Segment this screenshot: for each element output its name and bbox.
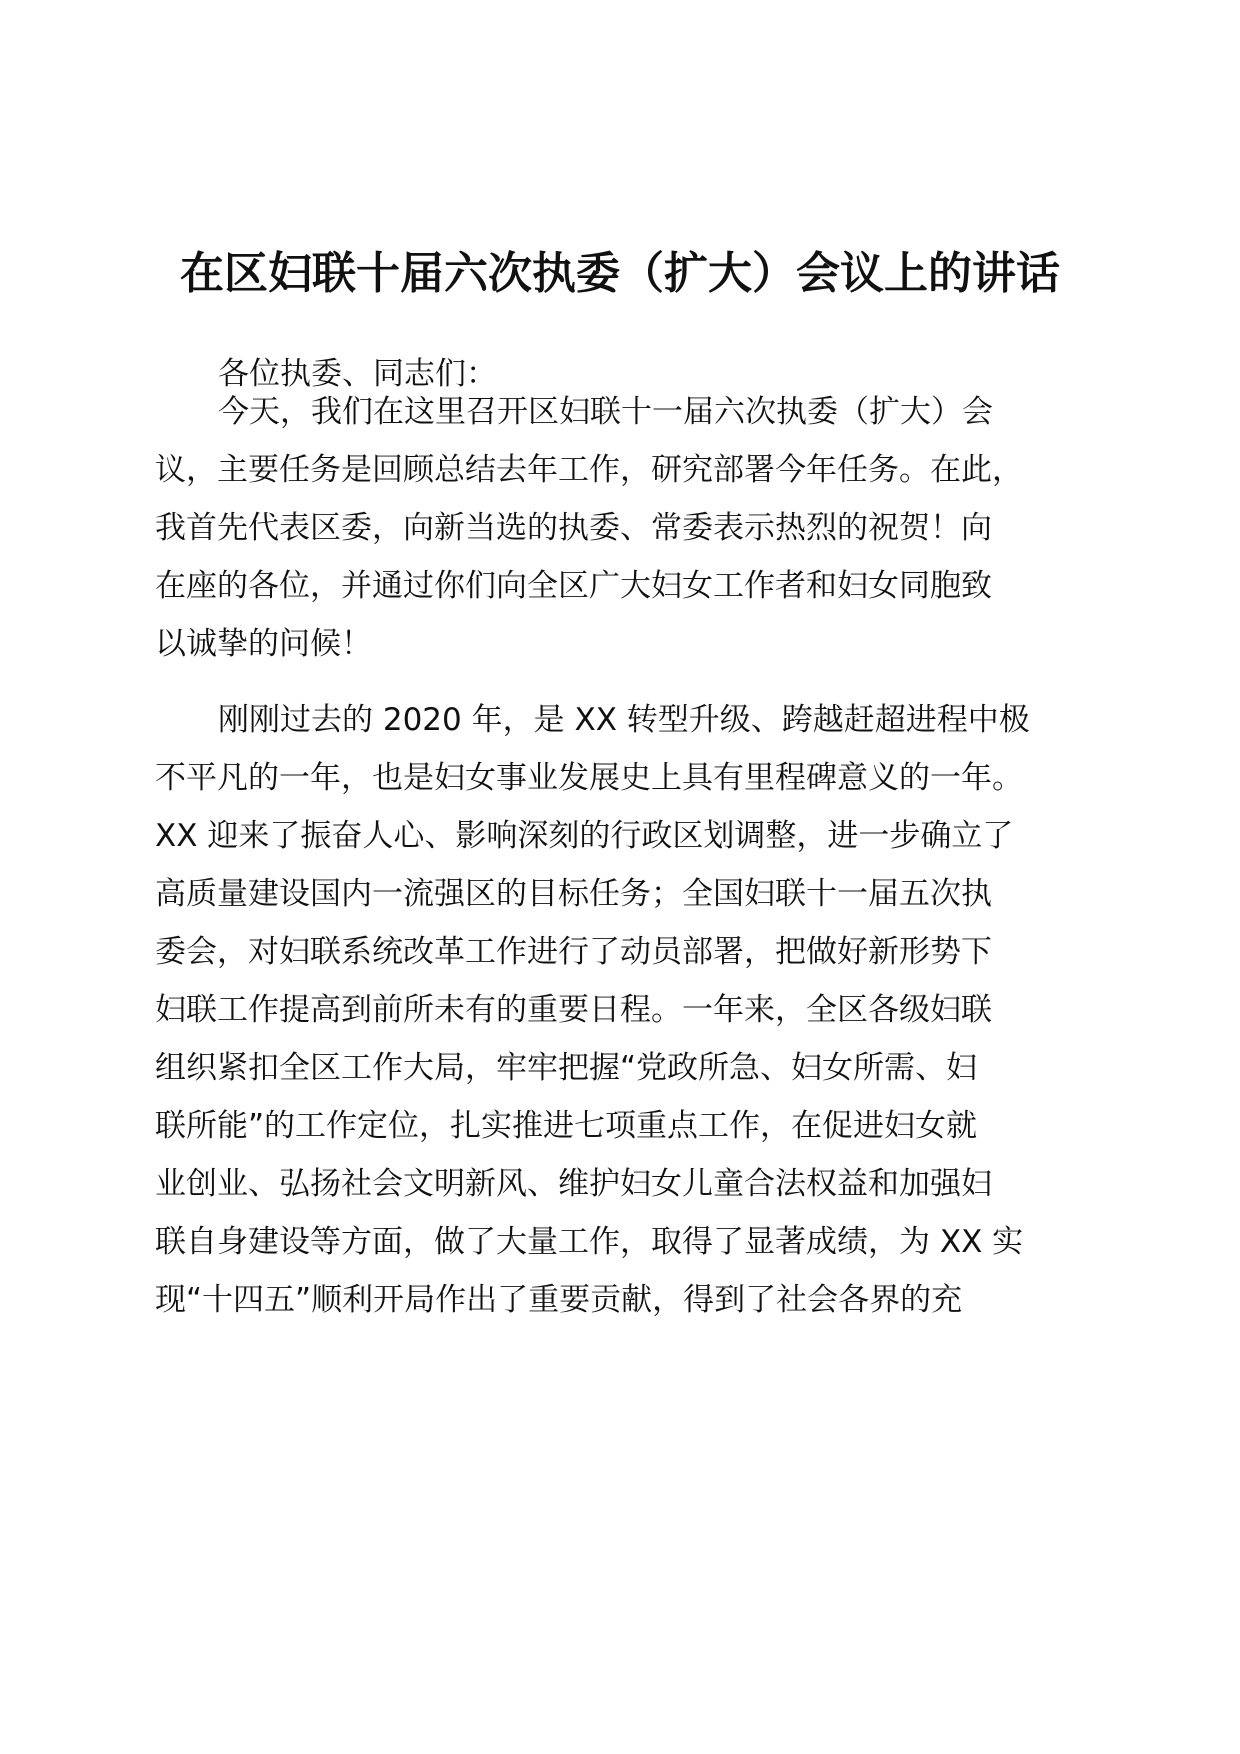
paragraph-2-line: 委会，对妇联系统改革工作进行了动员部署，把做好新形势下 [155, 934, 992, 970]
paragraph-2-line: 组织紧扣全区工作大局，牢牢把握“党政所急、妇女所需、妇 [155, 1050, 978, 1086]
paragraph-2-line: 刚刚过去的 2020 年，是 XX 转型升级、跨越赶超进程中极 [218, 702, 1030, 738]
paragraph-2-line: 高质量建设国内一流强区的目标任务；全国妇联十一届五次执 [155, 876, 992, 912]
paragraph-1-line: 在座的各位，并通过你们向全区广大妇女工作者和妇女同胞致 [155, 568, 992, 604]
paragraph-1-line: 我首先代表区委，向新当选的执委、常委表示热烈的祝贺！向 [155, 510, 992, 546]
paragraph-2-line: 妇联工作提高到前所未有的重要日程。一年来，全区各级妇联 [155, 992, 992, 1028]
paragraph-1-line: 以诚挚的问候！ [155, 626, 372, 662]
paragraph-1-line: 今天，我们在这里召开区妇联十一届六次执委（扩大）会 [218, 394, 993, 430]
paragraph-2-line: 业创业、弘扬社会文明新风、维护妇女儿童合法权益和加强妇 [155, 1166, 992, 1202]
paragraph-2-line: XX 迎来了振奋人心、影响深刻的行政区划调整，进一步确立了 [155, 818, 1014, 854]
paragraph-2-line: 不平凡的一年，也是妇女事业发展史上具有里程碑意义的一年。 [155, 760, 1023, 796]
paragraph-2-line: 现“十四五”顺利开局作出了重要贡献，得到了社会各界的充 [155, 1282, 963, 1318]
salutation: 各位执委、同志们： [218, 356, 497, 392]
paragraph-2-line: 联所能”的工作定位，扎实推进七项重点工作，在促进妇女就 [155, 1108, 978, 1144]
paragraph-2-line: 联自身建设等方面，做了大量工作，取得了显著成绩，为 XX 实 [155, 1224, 1024, 1260]
document-title: 在区妇联十届六次执委（扩大）会议上的讲话 [180, 248, 1060, 299]
paragraph-1-line: 议，主要任务是回顾总结去年工作，研究部署今年任务。在此， [155, 452, 1023, 488]
